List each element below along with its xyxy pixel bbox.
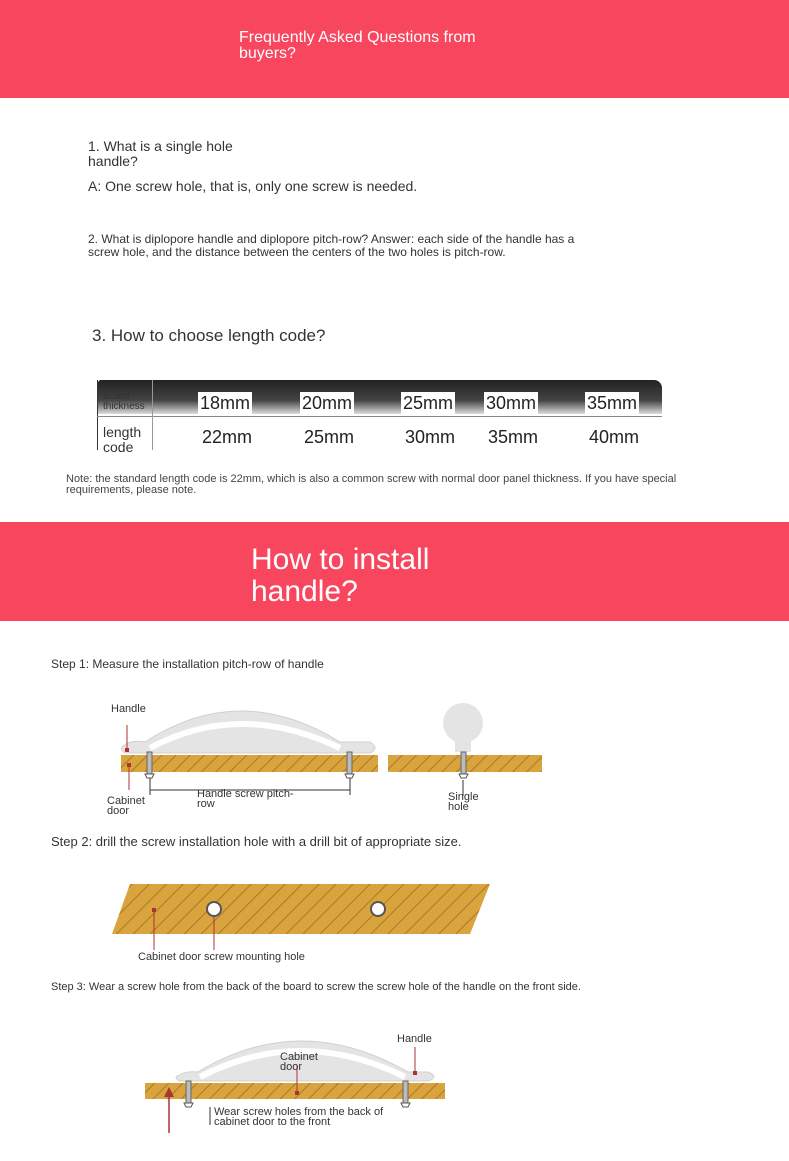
faq-banner [0,0,789,98]
board-thickness-cell: 20mm [302,393,353,413]
knob [443,703,483,743]
length-note: Note: the standard length code is 22mm, which is also a common screw with normal door panel thickness. If you have special requirements, please note. [66,473,677,496]
wear-holes-label: Wear screw holes from the back of cabinet door to the front [214,1106,384,1128]
pitch-row-label: Handle screw pitch-row [197,788,294,810]
table-row-divider [97,416,662,417]
board-thickness-cell: 18mm [200,393,251,413]
single-hole-label: Single hole [448,791,479,813]
cabinet-door-label: Cabinet door [107,795,145,817]
faq-question-2: 2. What is diplopore handle and diplopore pitch-row? Answer: each side of the handle has a screw hole, and the distance between the centers of the two holes is pitch-row. [88,232,575,259]
length-code-cell: 25mm [304,427,355,447]
install-banner-title: How to install handle? [251,543,430,608]
step-3-text: Step 3: Wear a screw hole from the back of the board to screw the screw hole of the handle on the front side. [51,981,581,993]
board-thickness-cell: 25mm [403,393,454,413]
install-banner [0,522,789,621]
table-border [97,380,98,450]
table-header-bar [98,380,662,414]
length-code-cell: 22mm [202,427,253,447]
length-code-label: length code [103,424,142,455]
drill-hole [371,902,385,916]
board-thickness-cell: 30mm [486,393,537,413]
faq-banner-title: Frequently Asked Questions from buyers? [239,29,476,62]
step-2-diagram [0,880,789,950]
step-1-text: Step 1: Measure the installation pitch-row of handle [51,657,324,671]
board-thickness-label: Board thickness [103,391,145,412]
drill-hole [207,902,221,916]
length-code-cell: 40mm [589,427,640,447]
handle-label: Handle [397,1033,432,1045]
faq-answer-1: A: One screw hole, that is, only one screw is needed. [88,178,418,194]
board-thickness-cell: 35mm [587,393,638,413]
drilled-board [112,884,490,934]
step-2-text: Step 2: drill the screw installation hole with a drill bit of appropriate size. [51,834,462,849]
faq-question-3: 3. How to choose length code? [92,326,326,345]
faq-question-1: 1. What is a single hole handle? [88,138,233,169]
length-code-cell: 35mm [488,427,539,447]
handle-label: Handle [111,703,146,715]
length-code-cell: 30mm [405,427,456,447]
cabinet-door-label: Cabinet door [280,1051,318,1073]
mounting-hole-label: Cabinet door screw mounting hole [138,951,305,963]
cabinet-door-board [121,755,378,772]
